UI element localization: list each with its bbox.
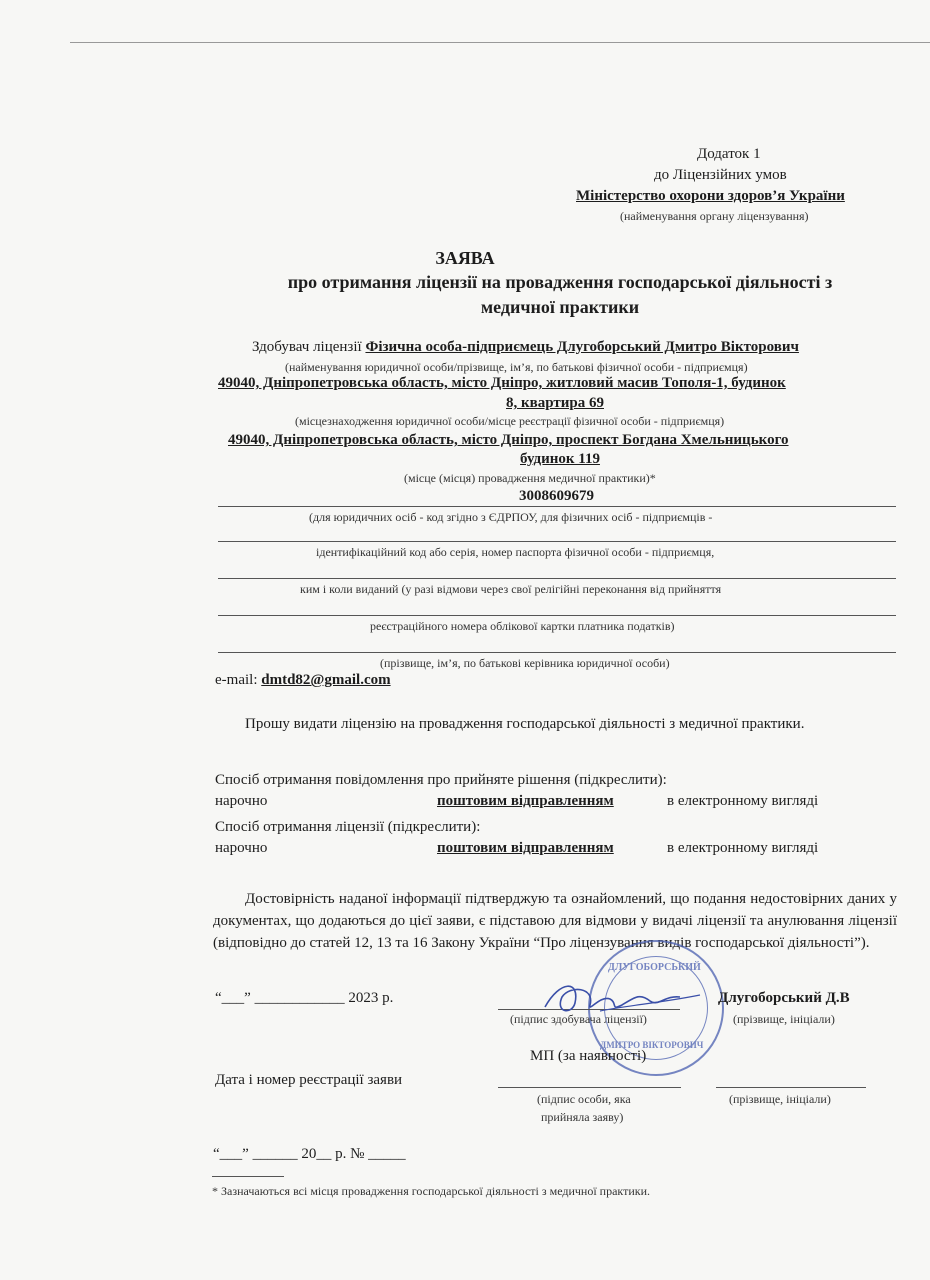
applicant-name-caption: (найменування юридичної особи/прізвище, ім’я, по батькові фізичної особи - підприємця)	[285, 360, 748, 374]
blank-line-2	[218, 578, 896, 579]
license-opt-post: поштовим відправленням	[437, 840, 614, 856]
blank-line-4	[218, 652, 896, 653]
notification-label: Спосіб отримання повідомлення про прийняте рішення (підкреслити):	[215, 772, 667, 788]
license-opt-electronic: в електронному вигляді	[667, 840, 819, 856]
name-caption: (прізвище, ініціали)	[733, 1012, 835, 1026]
email-label: e-mail:	[215, 672, 258, 688]
email-line	[215, 672, 391, 689]
registration-date-line: “___” ______ 20__ р. № _____	[213, 1146, 406, 1162]
notification-opt-hand: нарочно	[215, 793, 268, 809]
annex-line2: до Ліцензійних умов	[654, 167, 787, 183]
signature-date: “___” ____________ 2023 р.	[215, 990, 394, 1006]
notification-opt-post: поштовим відправленням	[437, 793, 614, 809]
doc-subtitle-2: медичної практики	[480, 297, 640, 317]
registration-sign-caption-1: (підпис особи, яка	[537, 1092, 631, 1106]
top-rule	[70, 42, 930, 43]
code-caption-3: ким і коли виданий (у разі відмови через свої релігійні переконання від прийняття	[300, 582, 722, 596]
authority-caption: (найменування органу ліцензування)	[620, 209, 809, 223]
footnote: * Зазначаються всі місця провадження господарської діяльності з медичної практики.	[212, 1184, 651, 1198]
email-value: dmtd82@gmail.com	[261, 672, 391, 688]
head-caption: (прізвище, ім’я, по батькові керівника юридичної особи)	[380, 656, 670, 670]
practice-line-1: 49040, Дніпропетровська область, місто Дніпро, проспект Богдана Хмельницького	[228, 432, 789, 448]
doc-title: ЗАЯВА	[435, 248, 495, 268]
registration-label: Дата і номер реєстрації заяви	[215, 1072, 403, 1088]
applicant-line	[252, 339, 799, 356]
tax-code: 3008609679	[519, 488, 594, 504]
registration-sign-caption-2: прийняла заяву)	[541, 1110, 624, 1124]
blank-line-1	[218, 541, 896, 542]
stamp-text-bottom: ДМИТРО ВІКТОРОВИЧ	[600, 1040, 704, 1050]
address-caption: (місцезнаходження юридичної особи/місце реєстрації фізичної особи - підприємця)	[295, 414, 725, 428]
blank-line-3	[218, 615, 896, 616]
code-line	[218, 506, 896, 507]
code-caption-2: ідентифікаційний код або серія, номер паспорта фізичної особи - підприємця,	[316, 545, 715, 559]
applicant-name: Фізична особа-підприємець Длугоборський Дмитро Вікторович	[365, 339, 799, 355]
footnote-rule	[212, 1176, 284, 1177]
stamp-text-top: ДЛУГОБОРСЬКИЙ	[608, 962, 701, 973]
notification-opt-electronic: в електронному вигляді	[667, 793, 819, 809]
request-paragraph: Прошу видати ліцензію на провадження господарської діяльності з медичної практики.	[245, 716, 805, 732]
practice-caption: (місце (місця) провадження медичної практики)*	[404, 471, 656, 485]
seal-caption: МП (за наявності)	[530, 1048, 647, 1064]
registration-name-caption: (прізвище, ініціали)	[729, 1092, 831, 1106]
applicant-label: Здобувач ліцензії	[252, 339, 362, 355]
doc-subtitle-1: про отримання ліцензії на провадження господарської діяльності з	[287, 272, 833, 292]
code-caption-4: реєстраційного номера облікової картки платника податків)	[370, 619, 675, 633]
practice-line-2: будинок 119	[520, 451, 600, 467]
registration-sign-line	[498, 1087, 681, 1088]
licensing-authority: Міністерство охорони здоров’я України	[576, 188, 845, 204]
declaration-paragraph: Достовірність наданої інформації підтверджую та ознайомлений, що подання недостовірних даних у документах, що додаються до цієї заяви, є підставою для відмови у видачі ліцензії та анулювання ліцензії (відповідно до статей 12, 13 та 16 Закону України “Про ліцензування видів господарської діяльності”).	[213, 891, 897, 951]
code-caption-1: (для юридичних осіб - код згідно з ЄДРПОУ, для фізичних осіб - підприємців -	[309, 510, 713, 524]
signature-caption: (підпис здобувача ліцензії)	[510, 1012, 647, 1026]
registration-name-line	[716, 1087, 866, 1088]
applicant-short-name: Длугоборський Д.В	[718, 990, 850, 1006]
address-line-2: 8, квартира 69	[506, 395, 604, 411]
address-line-1: 49040, Дніпропетровська область, місто Дніпро, житловий масив Тополя-1, будинок	[218, 375, 786, 391]
license-method-label: Спосіб отримання ліцензії (підкреслити):	[215, 819, 481, 835]
license-opt-hand: нарочно	[215, 840, 268, 856]
annex-line1: Додаток 1	[697, 146, 761, 162]
